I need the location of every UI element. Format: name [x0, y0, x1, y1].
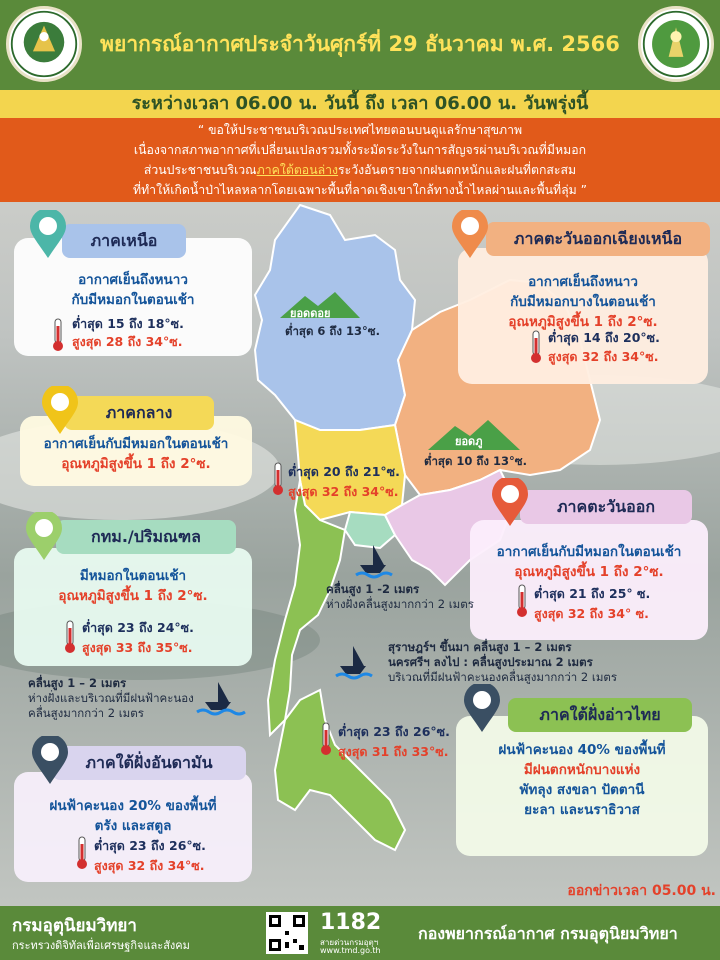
hotline-number[interactable]: 1182 [320, 910, 382, 935]
tab-south-andaman: ภาคใต้ฝั่งอันดามัน [52, 746, 246, 780]
northeast-desc-3: อุณหภูมิสูงขึ้น 1 ถึง 2°ซ. [508, 314, 658, 330]
south-andaman-temp-max: สูงสุด 32 ถึง 34°ซ. [94, 858, 205, 873]
forecast-period: ระหว่างเวลา 06.00 น. วันนี้ ถึง เวลา 06.00 น. วันพรุ่งนี้ [0, 90, 720, 118]
central-temp-min: ต่ำสุด 20 ถึง 21°ซ. [288, 464, 400, 479]
wave-gulf-upper-sub: ห่างฝั่งคลื่นสูงมากกว่า 2 เมตร [326, 597, 474, 611]
wave-gulf-upper-title: คลื่นสูง 1 -2 เมตร [326, 582, 420, 596]
website-link[interactable]: www.tmd.go.th [320, 946, 381, 955]
thermometer-icon [272, 462, 284, 496]
peak-doi-temp: ต่ำสุด 6 ถึง 13°ซ. [285, 324, 380, 338]
wave-gulf-south-1: สุราษฎร์ฯ ขึ้นมา คลื่นสูง 1 – 2 เมตร [388, 640, 572, 654]
tab-central: ภาคกลาง [64, 396, 214, 430]
east-desc-2: อุณหภูมิสูงขึ้น 1 ถึง 2°ซ. [514, 564, 664, 580]
bangkok-temp-max: สูงสุด 33 ถึง 35°ซ. [82, 640, 193, 655]
warning-line-1: “ ขอให้ประชาชนบริเวณประเทศไทยตอนบนดูแลรักษาสุขภาพ [197, 123, 523, 137]
footer-org: กรมอุตุนิยมวิทยา [12, 916, 137, 936]
thermometer-icon [516, 584, 528, 618]
location-pin-icon [40, 386, 80, 436]
warning-banner [0, 118, 720, 202]
wave-gulf-south-3: บริเวณที่มีฝนฟ้าคะนองคลื่นสูงมากกว่า 2 เมตร [388, 670, 618, 684]
north-desc-1: อากาศเย็นถึงหนาว [78, 272, 188, 288]
thermometer-icon [320, 722, 332, 756]
peak-doi-name: ยอดดอย [290, 307, 331, 320]
footer-division: กองพยากรณ์อากาศ กรมอุตุนิยมวิทยา [418, 924, 678, 943]
region-south [275, 690, 405, 850]
south-gulf-temp-min: ต่ำสุด 23 ถึง 26°ซ. [338, 724, 450, 739]
issue-time: ออกข่าวเวลา 05.00 น. [567, 883, 716, 899]
wave-gulf-south-2: นครศรีฯ ลงไป : คลื่นสูงประมาณ 2 เมตร [388, 655, 593, 669]
central-temp-max: สูงสุด 32 ถึง 34°ซ. [288, 484, 399, 499]
northeast-desc-1: อากาศเย็นถึงหนาว [528, 274, 638, 290]
south-andaman-desc-2: ตรัง และสตูล [94, 818, 172, 834]
thermometer-icon [76, 836, 88, 870]
warning-highlight: ภาคใต้ตอนล่าง [256, 163, 339, 177]
header-bar [0, 0, 720, 90]
thermometer-icon [64, 620, 76, 654]
tab-south-gulf: ภาคใต้ฝั่งอ่าวไทย [508, 698, 692, 732]
bangkok-temp-min: ต่ำสุด 23 ถึง 24°ซ. [82, 620, 194, 635]
footer-ministry: กระทรวงดิจิทัลเพื่อเศรษฐกิจและสังคม [12, 939, 190, 952]
bangkok-desc-1: มีหมอกในตอนเช้า [79, 568, 187, 584]
east-temp-min: ต่ำสุด 21 ถึง 25° ซ. [534, 586, 651, 601]
location-pin-icon [28, 210, 68, 260]
peak-phu-temp: ต่ำสุด 10 ถึง 13°ซ. [424, 454, 527, 468]
north-temp-max: สูงสุด 28 ถึง 34°ซ. [72, 334, 183, 349]
warning-line-3-pre: ส่วนประชาชนบริเวณ [143, 163, 257, 177]
east-desc-1: อากาศเย็นกับมีหมอกในตอนเช้า [496, 544, 682, 560]
warning-line-2: เนื่องจากสภาพอากาศที่เปลี่ยนแปลงรวมทั้งระมัดระวังในการสัญจรผ่านบริเวณที่มีหมอก [133, 143, 587, 157]
north-desc-2: กับมีหมอกในตอนเช้า [71, 292, 195, 308]
warning-line-3-post: ระวังอันตรายจากฝนตกหนักและฝนที่ตกสะสม [338, 163, 577, 177]
tab-east: ภาคตะวันออก [520, 490, 692, 524]
warning-line-4: ที่ทำให้เกิดน้ำป่าไหลหลากโดยเฉพาะพื้นที่ลาดเชิงเขาใกล้ทางน้ำไหลผ่านและพื้นที่ลุ่ม ” [132, 183, 588, 197]
south-andaman-temp-min: ต่ำสุด 23 ถึง 26°ซ. [94, 838, 206, 853]
thermometer-icon [52, 318, 64, 352]
thermometer-icon [530, 330, 542, 364]
boat-icon [356, 545, 392, 577]
south-gulf-desc-2: มีฝนตกหนักบางแห่ง [523, 762, 641, 778]
location-pin-icon [462, 684, 502, 734]
south-gulf-desc-3: พัทลุง สงขลา ปัตตานี [519, 782, 645, 798]
wave-andaman-title: คลื่นสูง 1 – 2 เมตร [28, 676, 127, 690]
location-pin-icon [24, 512, 64, 562]
page-title: พยากรณ์อากาศประจำวันศุกร์ที่ 29 ธันวาคม พ.ศ. 2566 [100, 32, 620, 56]
wave-gulf-upper [326, 582, 474, 612]
qr-code-icon[interactable] [266, 912, 308, 954]
wave-andaman-2: คลื่นสูงมากกว่า 2 เมตร [28, 706, 144, 720]
south-gulf-temp-max: สูงสุด 31 ถึง 33°ซ. [338, 744, 449, 759]
south-andaman-desc-1: ฝนฟ้าคะนอง 20% ของพื้นที่ [49, 798, 217, 814]
hotline-label: สายด่วนกรมอุตุฯ [320, 938, 379, 947]
card-south-gulf [456, 716, 708, 856]
tab-bangkok: กทม./ปริมณฑล [56, 520, 236, 554]
ministry-emblem-icon [9, 9, 79, 79]
central-desc-1: อากาศเย็นกับมีหมอกในตอนเช้า [43, 436, 229, 452]
location-pin-icon [450, 210, 490, 260]
tmd-emblem-icon [641, 9, 711, 79]
warning-line-3 [0, 160, 720, 180]
boat-icon [336, 646, 372, 678]
wave-andaman [28, 676, 194, 721]
northeast-temp-min: ต่ำสุด 14 ถึง 20°ซ. [548, 330, 660, 345]
bangkok-desc-2: อุณหภูมิสูงขึ้น 1 ถึง 2°ซ. [58, 588, 208, 604]
northeast-temp-max: สูงสุด 32 ถึง 34°ซ. [548, 349, 659, 364]
north-temp-min: ต่ำสุด 15 ถึง 18°ซ. [72, 316, 184, 331]
wave-gulf-south [388, 640, 617, 685]
location-pin-icon [490, 478, 530, 528]
ministry-logo [6, 6, 82, 82]
south-gulf-desc-4: ยะลา และนราธิวาส [524, 802, 640, 818]
footer-bar [0, 906, 720, 960]
central-desc-2: อุณหภูมิสูงขึ้น 1 ถึง 2°ซ. [61, 456, 211, 472]
location-pin-icon [30, 736, 70, 786]
tab-north: ภาคเหนือ [62, 224, 186, 258]
tmd-logo [638, 6, 714, 82]
tab-northeast: ภาคตะวันออกเฉียงเหนือ [486, 222, 710, 256]
boat-icon [197, 682, 245, 714]
east-temp-max: สูงสุด 32 ถึง 34° ซ. [534, 606, 649, 621]
south-gulf-desc-1: ฝนฟ้าคะนอง 40% ของพื้นที่ [498, 742, 666, 758]
northeast-desc-2: กับมีหมอกบางในตอนเช้า [510, 294, 656, 310]
wave-andaman-1: ห่างฝั่งและบริเวณที่มีฝนฟ้าคะนอง [28, 691, 194, 705]
peak-phu-name: ยอดภู [455, 435, 483, 448]
